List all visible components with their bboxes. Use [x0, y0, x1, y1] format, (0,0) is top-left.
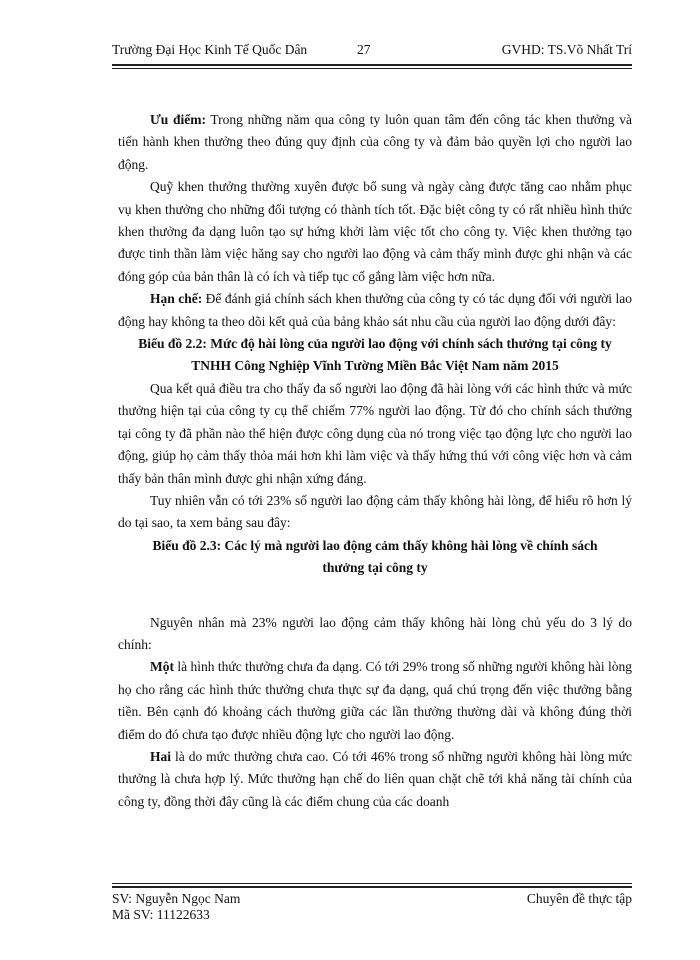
- caption-2-2-line2: TNHH Công Nghiệp Vĩnh Tường Miền Bắc Việt Nam năm 2015: [191, 358, 559, 374]
- footer-doc-type: Chuyên đề thực tập: [526, 891, 632, 906]
- header-advisor: GVHD: TS.Võ Nhất Trí: [501, 42, 632, 57]
- footer-student-id: Mã SV: 11122633: [112, 907, 210, 922]
- figure-caption-2-2: [118, 333, 632, 378]
- figure-gap: [118, 580, 632, 612]
- reason-one-text: là hình thức thưởng chưa đa dạng. Có tới 29% trong số những người không hài lòng họ cho rằng các hình thức thưởng chưa thực sự đa dạng, quá chú trọng đến việc thưởng bằng tiền. Bên cạnh đó khoảng cách thưởng giữa các lần thưởng thường dài và không đúng thời điểm do đó chưa tạo được nhiều động lực cho người lao động.: [118, 659, 632, 742]
- figure-caption-2-3: [118, 535, 632, 580]
- advantages-lead: Ưu điểm:: [150, 112, 206, 127]
- caption-2-3-line1: Biểu đồ 2.3: Các lý mà người lao động cảm thấy không hài lòng về chính sách: [152, 537, 598, 553]
- page-body: [118, 109, 632, 813]
- paragraph-advantages: [118, 109, 632, 176]
- reason-two-lead: Hai: [150, 748, 172, 764]
- paragraph-reason-one: [118, 656, 632, 746]
- footer-rule-thin: [112, 883, 632, 884]
- caption-2-3-line2: thưởng tại công ty: [322, 560, 428, 576]
- paragraph-limitations: [118, 288, 632, 333]
- footer-rule: [112, 886, 632, 888]
- header-school: Trường Đại Học Kinh Tế Quốc Dân: [112, 42, 308, 57]
- paragraph-dissatisfied: Tuy nhiên vẫn có tới 23% số người lao động cảm thấy không hài lòng, để hiểu rõ hơn lý do tại sao, ta xem bảng sau đây:: [118, 492, 632, 531]
- paragraph-survey-result: Qua kết quả điều tra cho thấy đa số người lao động đã hài lòng với các hình thức và mức thưởng hiện tại của công ty cụ thể chiếm 77% người lao động. Từ đó cho chính sách thưởng tại công ty đã phần nào thể hiện được công dụng của nó trong việc tạo động lực cho người lao động, giúp họ cảm thấy thỏa mái hơn khi làm việc và thấy hứng thú với công việc hơn và cảm thấy bản thân mình được ghi nhận xứng đáng.: [118, 380, 632, 486]
- header-rule: [112, 64, 632, 66]
- limitations-text: Để đánh giá chính sách khen thưởng của công ty có tác dụng đối với người lao động hay không ta theo dõi kết quả của bảng khảo sát nhu cầu của người lao động dưới đây:: [118, 291, 633, 329]
- reason-one-lead: Một: [150, 659, 174, 675]
- caption-2-2-line1: Biểu đồ 2.2: Mức độ hài lòng của người lao động với chính sách thưởng tại công ty: [138, 336, 612, 352]
- page-header: [112, 42, 632, 62]
- reason-two-text: là do mức thưởng chưa cao. Có tới 46% trong số những người không hài lòng mức thưởng là chưa hợp lý. Mức thưởng hạn chế do liên quan chặt chẽ tới khả năng tài chính của công ty, đồng thời đây cũng là các điểm chung của các doanh: [118, 748, 632, 809]
- limitations-lead: Hạn chế:: [150, 291, 203, 307]
- advantages-text: Trong những năm qua công ty luôn quan tâm đến công tác khen thưởng và tiến hành khen thưởng theo đúng quy định của công ty và đảm bảo quyền lợi cho người lao động.: [118, 112, 632, 172]
- paragraph-reason-two: [118, 746, 632, 813]
- paragraph-reasons-intro: Nguyên nhân mà 23% người lao động cảm thấy không hài lòng chủ yếu do 3 lý do chính:: [118, 614, 632, 652]
- header-rule-thin: [112, 68, 632, 69]
- paragraph-reward-fund: Quỹ khen thưởng thường xuyên được bổ sung và ngày càng được tăng cao nhằm phục vụ khen thưởng cho những đối tượng có thành tích tốt. Đặc biệt công ty có rất nhiều hình thức khen thưởng đa dạng luôn tạo sự hứng khởi làm việc tốt cho công ty. Việc khen thưởng tạo được tinh thần làm việc hăng say cho người lao động và cảm thấy mình được ghi nhận và các đóng góp của bản thân là có ích và tiếp tục cố gắng làm việc hơn nữa.: [118, 179, 632, 284]
- footer-student: SV: Nguyễn Ngọc Nam: [112, 891, 241, 906]
- header-page-number: 27: [357, 42, 371, 57]
